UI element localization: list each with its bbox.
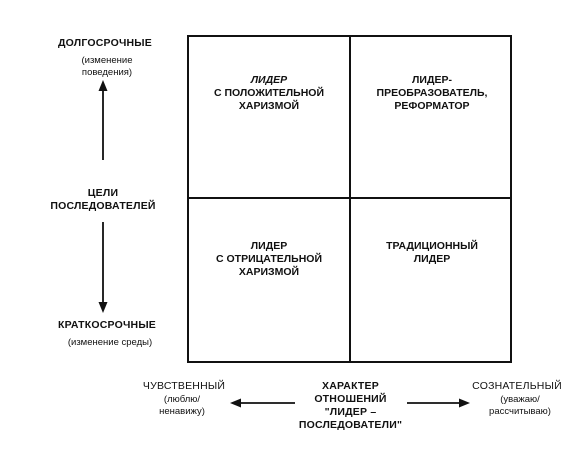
- quadrant-top-left-line-2: С ПОЛОЖИТЕЛЬНОЙ: [213, 87, 324, 99]
- quadrant-bottom-right-line-2: ЛИДЕР: [413, 253, 451, 265]
- emotional-note: [147, 394, 217, 418]
- conscious-label: СОЗНАТЕЛЬНЫЙ: [472, 380, 562, 392]
- relationship-label-line-3: "ЛИДЕР –: [324, 406, 377, 418]
- conscious-note-line-2: рассчитываю): [489, 406, 551, 417]
- down-arrow-head: [99, 302, 108, 313]
- quadrant-bottom-left-line-1: ЛИДЕР: [250, 240, 288, 252]
- quadrant-top-right-line-3: РЕФОРМАТОР: [394, 100, 470, 112]
- quadrant-top-right-line-2: ПРЕОБРАЗОВАТЕЛЬ,: [376, 87, 488, 99]
- relationship-label-line-2: ОТНОШЕНИЙ: [314, 393, 387, 405]
- emotional-label: ЧУВСТВЕННЫЙ: [142, 380, 226, 392]
- conscious-note-line-1: (уважаю/: [500, 394, 540, 405]
- quadrant-bottom-left-line-2: С ОТРИЦАТЕЛЬНОЙ: [216, 253, 322, 265]
- right-arrow-head: [459, 399, 470, 408]
- short-term-label: КРАТКОСРОЧНЫЕ: [58, 319, 156, 331]
- long-term-note-line-1: (изменение: [81, 55, 133, 66]
- long-term-note: [62, 55, 152, 79]
- quadrant-top-left-line-3: ХАРИЗМОЙ: [238, 100, 300, 112]
- relationship-label: [293, 380, 408, 432]
- quadrant-top-right-line-1: ЛИДЕР-: [412, 74, 452, 86]
- emotional-note-line-2: ненавижу): [159, 406, 205, 417]
- emotional-note-line-1: (люблю/: [163, 394, 201, 405]
- conscious-note: [470, 394, 570, 418]
- relationship-label-line-4: ПОСЛЕДОВАТЕЛИ": [298, 419, 403, 431]
- goals-label-line-2: ПОСЛЕДОВАТЕЛЕЙ: [50, 200, 156, 212]
- quadrant-top-left-line-1: ЛИДЕР: [250, 74, 288, 86]
- left-arrow-head: [230, 399, 241, 408]
- goals-label: [38, 187, 168, 213]
- long-term-label: ДОЛГОСРОЧНЫЕ: [58, 37, 152, 49]
- goals-label-line-1: ЦЕЛИ: [87, 187, 119, 199]
- long-term-note-line-2: поведения): [81, 67, 133, 78]
- relationship-label-line-1: ХАРАКТЕР: [322, 380, 379, 392]
- quadrant-bottom-left-line-3: ХАРИЗМОЙ: [238, 266, 300, 278]
- short-term-note: (изменение среды): [67, 337, 153, 348]
- quadrant-bottom-right-line-1: ТРАДИЦИОННЫЙ: [386, 240, 478, 252]
- up-arrow-head: [99, 80, 108, 91]
